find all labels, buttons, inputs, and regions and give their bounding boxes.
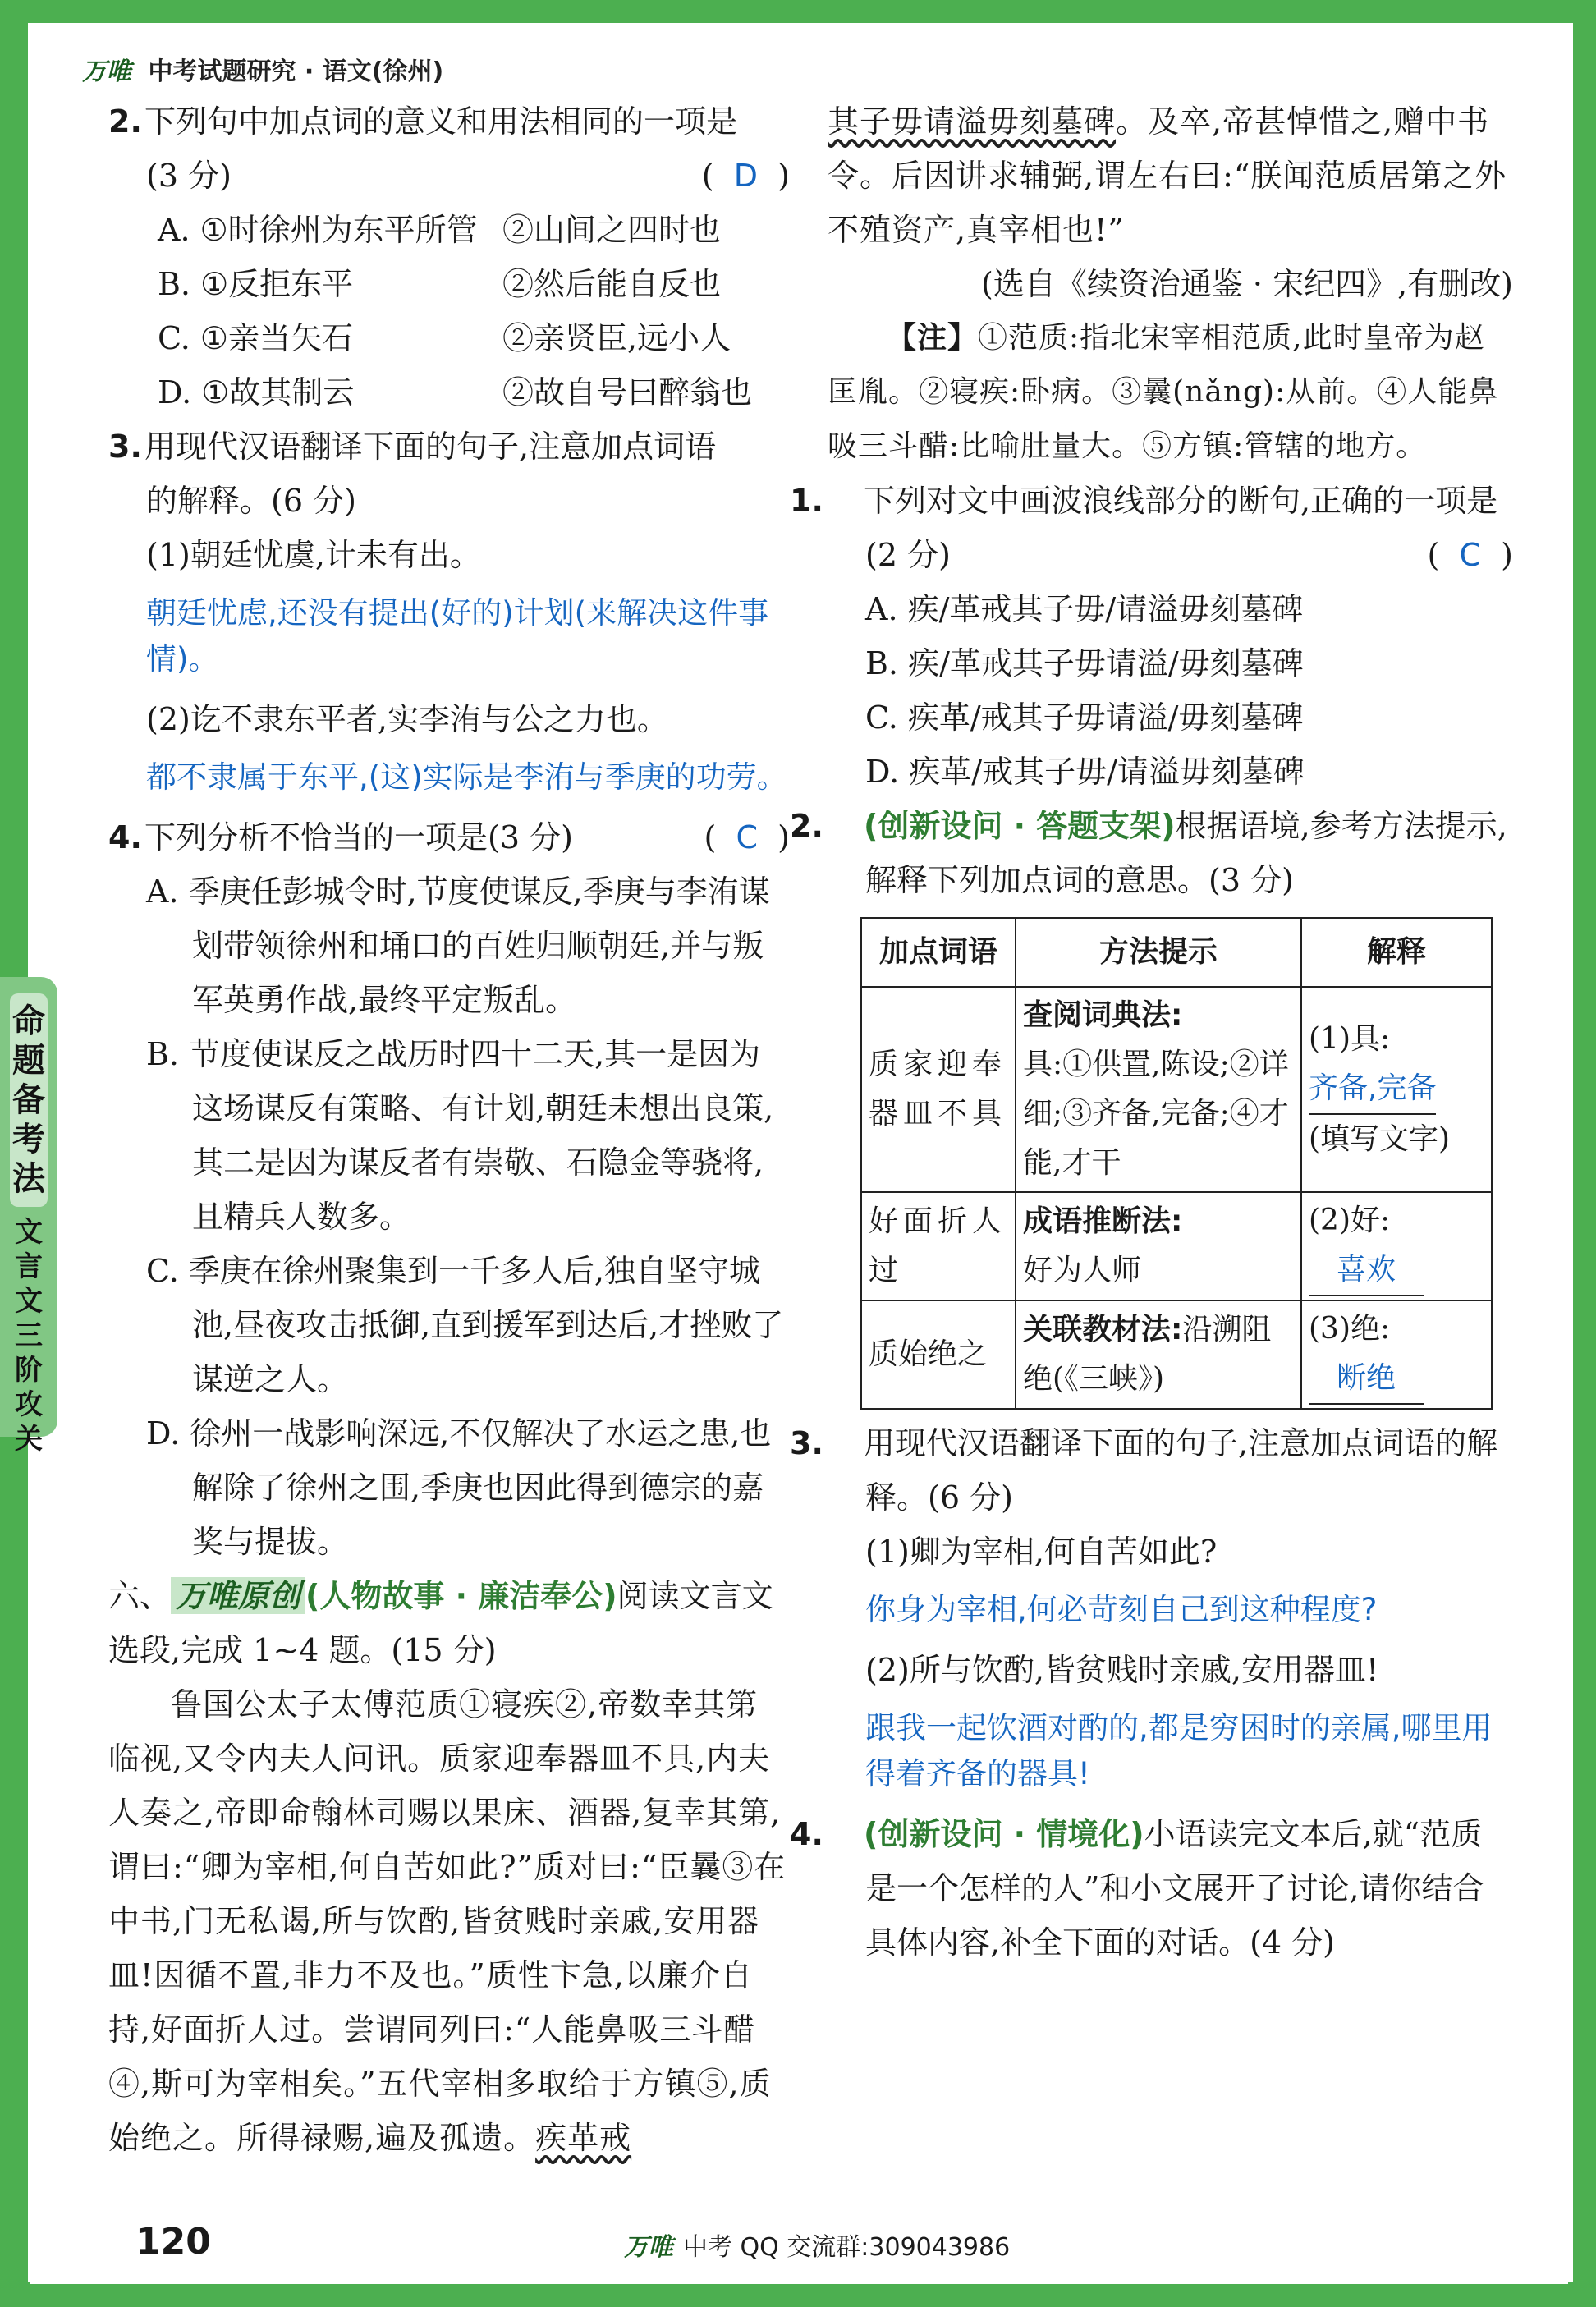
option-a-part: B. ①反拒东平 bbox=[158, 266, 354, 302]
left-q3 bbox=[108, 420, 790, 800]
passage-source: (选自《续资治通鉴 · 宋纪四》,有删改) bbox=[981, 266, 1513, 302]
annotation-note bbox=[828, 311, 1513, 474]
answer-paren: ( D ) bbox=[701, 158, 790, 194]
question-tag: (创新设问 · 答题支架) bbox=[864, 808, 1176, 844]
option-c: C. 疾革/戒其子毋请溢/毋刻墓碑 bbox=[865, 699, 1304, 736]
question-number: 2. bbox=[108, 103, 142, 140]
table-cell-method bbox=[1016, 1300, 1301, 1409]
answer-1: 你身为宰相,何必苛刻自己到这种程度? bbox=[865, 1592, 1378, 1627]
answer-label: (3)绝: bbox=[1309, 1312, 1391, 1346]
header-title: 中考试题研究 · 语文(徐州) bbox=[148, 57, 444, 86]
table-cell-answer bbox=[1301, 1300, 1492, 1409]
option-b: B. 节度使谋反之战历时四十二天,其一是因为这场谋反有策略、有计划,朝廷未想出良策,其二是因为谋反者有崇敬、石隐金等骁将,且精兵人数多。 bbox=[146, 1036, 774, 1235]
word-explanation-table bbox=[860, 917, 1493, 1410]
question-stem: 根据语境,参考方法提示,解释下列加点词的意思。(3 分) bbox=[865, 808, 1507, 898]
option-b: B. 疾/革戒其子毋请溢/毋刻墓碑 bbox=[865, 645, 1304, 681]
question-score: (3 分) bbox=[146, 158, 232, 194]
method-title: 成语推断法: bbox=[1023, 1204, 1183, 1238]
table-row bbox=[861, 987, 1492, 1192]
option-a-part: A. ①时徐州为东平所管 bbox=[158, 212, 478, 248]
right-q2 bbox=[790, 799, 1513, 1410]
left-column bbox=[108, 94, 790, 2165]
section-instruction: 阅读文言文选段,完成 1~4 题。(15 分) bbox=[108, 1578, 773, 1668]
option-row bbox=[108, 311, 790, 365]
question-stem: 用现代汉语翻译下面的句子,注意加点词语的解释。(6 分) bbox=[864, 1425, 1498, 1516]
option-b-part: ②亲贤臣,远小人 bbox=[502, 320, 732, 356]
side-tab-method: 命题备考法 bbox=[10, 993, 48, 1207]
sentence-1: (1)朝廷忧虞,计未有出。 bbox=[146, 537, 481, 573]
note-text: ①范质:指北宋宰相范质,此时皇帝为赵匡胤。②寝疾:卧病。③曩(nǎng):从前。④人能鼻吸三斗醋:比喻肚量大。⑤方镇:管辖的地方。 bbox=[828, 321, 1499, 463]
right-column bbox=[790, 94, 1513, 1970]
option-a: A. 疾/革戒其子毋/请溢毋刻墓碑 bbox=[865, 591, 1304, 627]
question-number: 3. bbox=[108, 429, 142, 465]
footer-qq-text: 中考 QQ 交流群:309043986 bbox=[683, 2233, 1011, 2262]
section-prefix: 六、 bbox=[108, 1578, 172, 1614]
option-row bbox=[108, 365, 790, 420]
option-row bbox=[108, 257, 790, 311]
question-number: 4. bbox=[108, 819, 142, 855]
table-header: 加点词语 bbox=[861, 918, 1016, 987]
answer-paren: ( C ) bbox=[704, 819, 790, 855]
passage-continued-text: 。及卒,帝甚悼惜之,赠中书令。后因讲求辅弼,谓左右曰:“朕闻范质居第之外不殖资产,真宰相也!” bbox=[828, 103, 1507, 248]
footer-qq bbox=[624, 2227, 1010, 2263]
question-stem: 用现代汉语翻译下面的句子,注意加点词语 bbox=[144, 429, 717, 465]
option-a-part: D. ①故其制云 bbox=[158, 374, 355, 410]
table-cell-answer bbox=[1301, 987, 1492, 1192]
table-row bbox=[861, 1300, 1492, 1409]
table-header-row bbox=[861, 918, 1492, 987]
left-q2 bbox=[108, 94, 790, 420]
option-c: C. 季庚在徐州聚集到一千多人后,独自坚守城池,昼夜攻击抵御,直到援军到达后,才挫败了谋逆之人。 bbox=[146, 1253, 784, 1397]
table-cell-word: 好面折人过 bbox=[861, 1192, 1016, 1300]
table-cell-word: 质始绝之 bbox=[861, 1300, 1016, 1409]
side-tab-section: 文言文三阶攻关 bbox=[15, 1216, 43, 1456]
passage-continued bbox=[828, 94, 1513, 257]
answer-choice: D bbox=[733, 158, 759, 194]
left-q4 bbox=[108, 810, 790, 1569]
passage-text: 鲁国公太子太傅范质①寝疾②,帝数幸其第临视,又令内夫人问讯。质家迎奉器皿不具,内夫人奏之,帝即命翰林司赐以果床、酒器,复幸其第,谓曰:“卿为宰相,何自苦如此?”质对曰:“臣曩③在中书,门无私谒,所与饮酌,皆贫贱时亲戚,安用器皿!因循不置,非力不及也。”质性卞急,以廉介自持,好面折人过。尝谓同列曰:“人能鼻吸三斗醋④,斯可为宰相矣。”五代宰相多取给于方镇⑤,质始绝之。所得禄赐,遍及孤遗。 bbox=[108, 1686, 787, 2156]
right-q1 bbox=[790, 474, 1513, 799]
table-cell-method bbox=[1016, 987, 1301, 1192]
option-b-part: ②然后能自反也 bbox=[502, 266, 722, 302]
answer-blank: 断绝 bbox=[1309, 1354, 1424, 1405]
answer-hint: (填写文字) bbox=[1309, 1122, 1451, 1156]
table-cell-word: 质家迎奉器皿不具 bbox=[861, 987, 1016, 1192]
passage-wavy-start: 疾革戒 bbox=[535, 2120, 632, 2156]
question-number: 3. bbox=[790, 1425, 823, 1461]
method-text: 具:①供置,陈设;②详细;③齐备,完备;④才能,才干 bbox=[1023, 1048, 1289, 1180]
option-a-part: C. ①亲当矢石 bbox=[158, 320, 353, 356]
page-header bbox=[82, 51, 443, 87]
original-brand-tag: 万唯原创 bbox=[171, 1577, 305, 1614]
answer-label: (1)具: bbox=[1309, 1022, 1391, 1056]
right-q4 bbox=[790, 1807, 1513, 1970]
answer-2: 都不隶属于东平,(这)实际是李洧与季庚的功劳。 bbox=[146, 759, 787, 795]
option-d: D. 徐州一战影响深远,不仅解决了水运之患,也解除了徐州之围,季庚也因此得到德宗的嘉奖与提拔。 bbox=[146, 1415, 772, 1560]
answer-blank: 齐备,完备 bbox=[1309, 1064, 1436, 1115]
question-stem: 下列句中加点词的意义和用法相同的一项是 bbox=[144, 103, 738, 140]
question-stem: 下列分析不恰当的一项是(3 分) bbox=[144, 819, 573, 855]
classical-passage bbox=[108, 1677, 790, 2165]
table-header: 方法提示 bbox=[1016, 918, 1301, 987]
answer-1: 朝廷忧虑,还没有提出(好的)计划(来解决这件事情)。 bbox=[146, 595, 769, 677]
option-d: D. 疾革/戒其子毋/请溢毋刻墓碑 bbox=[865, 754, 1305, 790]
note-label: 【注】 bbox=[887, 321, 979, 355]
method-title: 关联教材法: bbox=[1023, 1313, 1183, 1346]
option-b-part: ②故自号曰醉翁也 bbox=[502, 374, 753, 410]
footer-brand: 万唯 bbox=[624, 2233, 673, 2262]
question-tag: (创新设问 · 情境化) bbox=[864, 1816, 1144, 1852]
sentence-2: (2)讫不隶东平者,实李洧与公之力也。 bbox=[146, 701, 668, 737]
table-cell-answer bbox=[1301, 1192, 1492, 1300]
right-q3 bbox=[790, 1416, 1513, 1797]
method-text: 好为人师 bbox=[1023, 1254, 1142, 1287]
answer-choice: C bbox=[736, 819, 759, 855]
table-row bbox=[861, 1192, 1492, 1300]
question-number: 1. bbox=[790, 483, 823, 519]
page-number: 120 bbox=[135, 2221, 211, 2263]
question-stem: 小语读完文本后,就“范质是一个怎样的人”和小文展开了讨论,请你结合具体内容,补全下面的对话。(4 分) bbox=[865, 1816, 1484, 1961]
answer-paren: ( C ) bbox=[1427, 537, 1513, 573]
method-text: 沿溯阻绝(《三峡》) bbox=[1023, 1313, 1272, 1396]
question-stem-cont: 的解释。(6 分) bbox=[146, 483, 356, 519]
sentence-1: (1)卿为宰相,何自苦如此? bbox=[865, 1534, 1218, 1570]
answer-blank: 喜欢 bbox=[1309, 1245, 1424, 1296]
table-cell-method bbox=[1016, 1192, 1301, 1300]
section-tag: (人物故事 · 廉洁奉公) bbox=[305, 1578, 617, 1614]
question-stem: 下列对文中画波浪线部分的断句,正确的一项是(2 分) bbox=[864, 483, 1498, 573]
question-number: 2. bbox=[790, 808, 823, 844]
answer-label: (2)好: bbox=[1309, 1204, 1391, 1237]
table-header: 解释 bbox=[1301, 918, 1492, 987]
method-title: 查阅词典法: bbox=[1023, 998, 1183, 1032]
side-tab bbox=[0, 977, 57, 1456]
option-a: A. 季庚任彭城令时,节度使谋反,季庚与李洧谋划带领徐州和埇口的百姓归顺朝廷,并与叛军英勇作战,最终平定叛乱。 bbox=[146, 874, 770, 1018]
passage-wavy-end: 其子毋请溢毋刻墓碑 bbox=[828, 103, 1117, 140]
sentence-2: (2)所与饮酌,皆贫贱时亲戚,安用器皿! bbox=[865, 1652, 1379, 1688]
option-b-part: ②山间之四时也 bbox=[502, 212, 722, 248]
answer-choice: C bbox=[1459, 537, 1482, 573]
header-brand: 万唯 bbox=[82, 57, 131, 86]
option-row bbox=[108, 203, 790, 257]
answer-2: 跟我一起饮酒对酌的,都是穷困时的亲属,哪里用得着齐备的器具! bbox=[865, 1710, 1493, 1791]
question-number: 4. bbox=[790, 1816, 823, 1852]
section-six bbox=[108, 1569, 790, 2165]
